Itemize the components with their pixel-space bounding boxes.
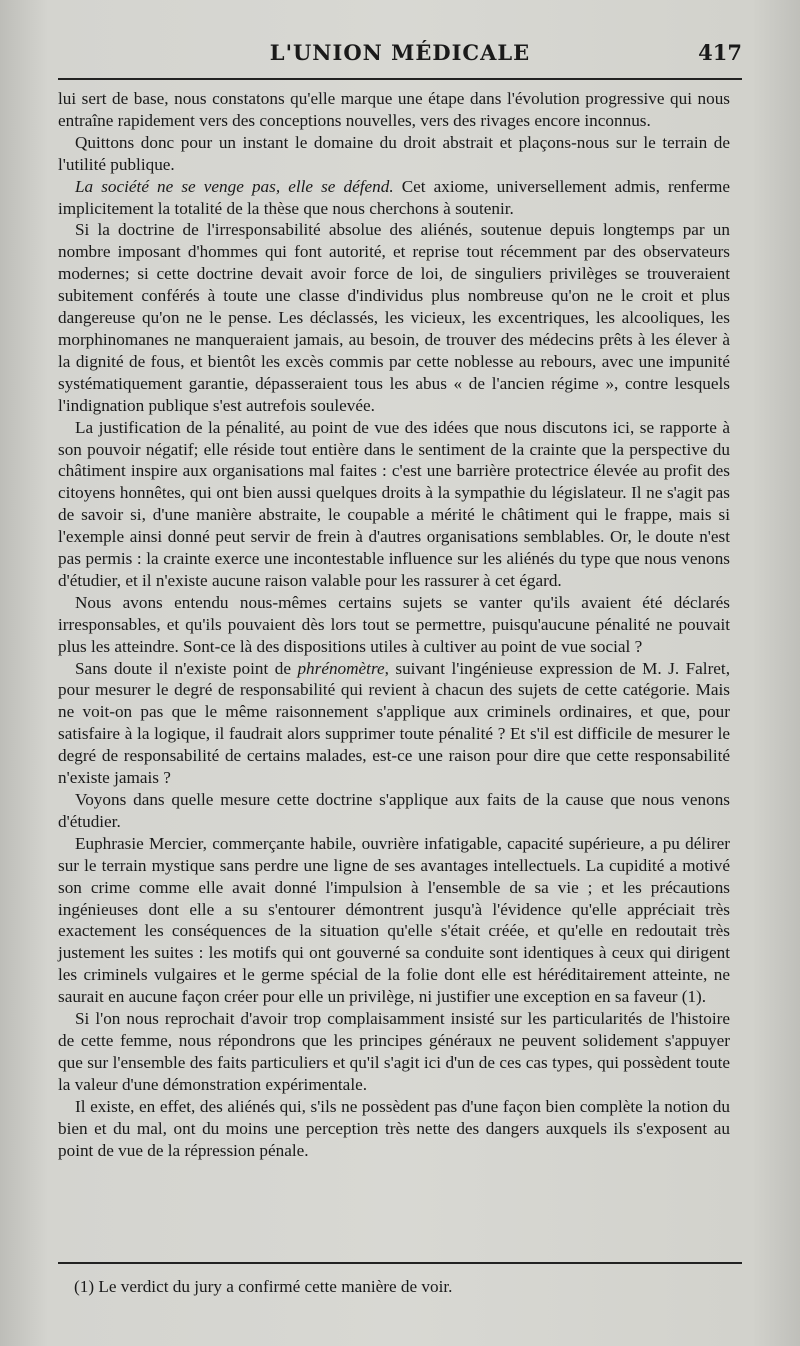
paragraph-7-end: , suivant l'ingénieuse expression de M. J. Falret, pour mesurer le degré de responsabilité qui revient à chacun des sujets de cette catégorie. Mais ne voit-on pas que le même raisonnement s'applique aux criminels ordinaires, et que, pour satisfaire à la logique, il faudrait alors supprimer toute pénalité ? Et s'il est difficile de mesurer le degré de responsabilité de certains malades, est-ce une raison pour dire que cette responsabilité n'existe jamais ? [58,658,730,788]
paragraph-10: Si l'on nous reprochait d'avoir trop complaisamment insisté sur les particularités de l'histoire de cette femme, nous répondrons que les principes généraux ne peuvent solidement s'appuyer que sur l'ensemble des faits particuliers et qu'il s'agit ici d'un de ces cas types, qui possèdent toute la valeur d'une démonstration expérimentale. [58,1009,730,1094]
phrenometre-italic: phrénomètre [297,658,385,678]
journal-title: L'UNION MÉDICALE [269,40,531,65]
paragraph-3 [58,176,730,220]
paragraph-4: Si la doctrine de l'irresponsabilité absolue des aliénés, soutenue depuis longtemps par un nombre imposant d'hommes qui font autorité, et reprise tout récemment par des observateurs modernes; si cette doctrine devait avoir force de loi, de singuliers privilèges se trouveraient subitement conférés à toute une classe d'individus plus nombreuse qu'on ne le croit et plus dangereuse qu'on ne le pense. Les déclassés, les vicieux, les excentriques, les alcooliques, les morphinomanes ne manqueraient jamais, au besoin, de trouver des médecins prêts à les élever à la dignité de fous, et bientôt les excès commis par cette noblesse au rebours, avec une impunité systématiquement garantie, dépasseraient tous les abus « de l'ancien régime », contre lesquels l'indignation publique s'est autrefois soulevée. [58,220,730,415]
paragraph-3-rest: Cet axiome, universellement admis, renferme implicitement la totalité de la thèse que nous cherchons à soutenir. [58,176,730,218]
paragraph-9: Euphrasie Mercier, commerçante habile, ouvrière infatigable, capacité supérieure, a pu délirer sur le terrain mystique sans perdre une ligne de ses avantages intellectuels. La cupidité a motivé son crime comme elle avait donné l'impulsion à l'ensemble de sa vie ; et les précautions ingénieuses dont elle a su s'entourer démontrent jusqu'à l'évidence qu'elle appréciait très exactement les conséquences de la situation qu'elle s'était créée, et qu'elle en redoutait très justement les suites : les motifs qui ont gouverné sa conduite sont identiques à ceux qui dirigent les criminels vulgaires et le germe spécial de la folie dont elle est héréditairement atteinte, ne saurait en aucune façon créer pour elle un privilège, ni justifier une exception en sa faveur (1). [58,833,730,1007]
axiom-italic: La société ne se venge pas, elle se défend. [75,176,394,196]
paragraph-11: Il existe, en effet, des aliénés qui, s'ils ne possèdent pas d'une façon bien complète la notion du bien et du mal, ont du moins une perception très nette des dangers auxquels ils s'exposent au point de vue de la répression pénale. [58,1096,730,1160]
running-head [58,40,742,74]
body-text [58,88,730,1161]
paragraph-2: Quittons donc pour un instant le domaine du droit abstrait et plaçons-nous sur le terrain de l'utilité publique. [58,132,730,174]
page-number: 417 [698,40,742,65]
paragraph-8: Voyons dans quelle mesure cette doctrine s'applique aux faits de la cause que nous venons d'étudier. [58,790,730,831]
footnote-rule [58,1262,742,1264]
paragraph-7-start: Sans doute il n'existe point de [75,658,298,678]
paragraph-7 [58,658,730,789]
footnote: (1) Le verdict du jury a confirmé cette manière de voir. [74,1277,453,1296]
paragraph-5: La justification de la pénalité, au point de vue des idées que nous discutons ici, se rapporte à son pouvoir négatif; elle réside tout entière dans le sentiment de la crainte que la perspective du châtiment inspire aux organisations mal faites : c'est une barrière protectrice élevée au profit des citoyens honnêtes, qui ont bien aussi quelques droits à la sympathie du législateur. Il ne s'agit pas de savoir si, d'une manière abstraite, le coupable a mérité le châtiment qui le frappe, mais si l'exemple ainsi donné peut servir de frein à d'autres organisations semblables. Or, le doute n'est pas permis : la crainte exerce une incontestable influence sur les aliénés du type que nous venons d'étudier, et il n'existe aucune raison valable pour les rassurer à cet égard. [58,417,730,590]
paragraph-6: Nous avons entendu nous-mêmes certains sujets se vanter qu'ils avaient été déclarés irresponsables, et qu'ils pouvaient dès lors tout se permettre, puisqu'aucune pénalité ne pouvait plus les atteindre. Sont-ce là des dispositions utiles à cultiver au point de vue social ? [58,592,730,656]
header-rule [58,78,742,80]
paragraph-1: lui sert de base, nous constatons qu'elle marque une étape dans l'évolution progressive qui nous entraîne rapidement vers des conceptions nouvelles, vers des rivages encore inconnus. [58,89,730,130]
